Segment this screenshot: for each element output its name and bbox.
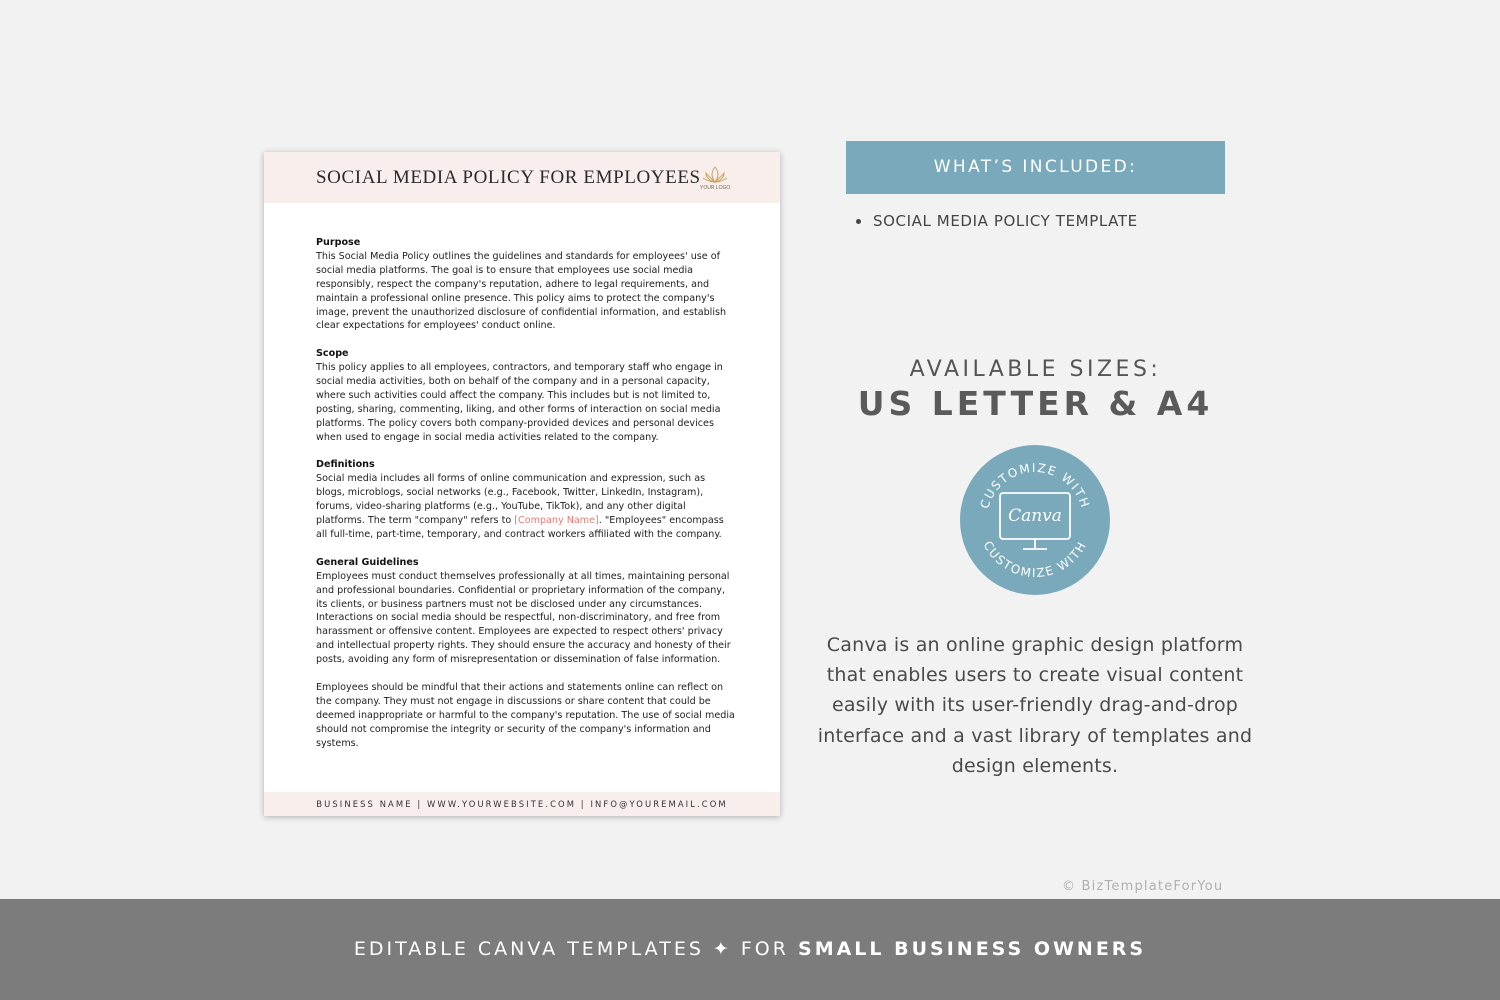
purpose-heading: Purpose <box>316 237 361 248</box>
document-preview <box>264 152 780 816</box>
badge-ring-text-top: CUSTOMIZE WITH <box>977 460 1093 511</box>
canva-description: Canva is an online graphic design platform that enables users to create visual content easily with its user-friendly drag-and-drop interface and a vast library of templates and design elements. <box>817 634 1253 777</box>
scope-text: This policy applies to all employees, contractors, and temporary staff who engage in social media activities, both on behalf of the company and in a personal capacity, where such activities could affect the company. This includes but is not limited to, posting, sharing, commenting, liking, and other forms of interaction on social media platforms. The policy covers both company-provided devices and personal devices when used to engage in social media activities related to the company. <box>316 362 723 443</box>
tagline-bold: SMALL BUSINESS OWNERS <box>798 938 1147 960</box>
scope-heading: Scope <box>316 348 349 360</box>
document-title: SOCIAL MEDIA POLICY FOR EMPLOYEES <box>316 167 701 188</box>
whats-included-banner: WHAT’S INCLUDED: <box>846 141 1225 194</box>
tagline-prefix: EDITABLE CANVA TEMPLATES ✦ FOR <box>353 938 799 960</box>
lotus-logo-icon <box>700 164 730 194</box>
copyright-text: © BizTemplateForYou <box>1062 879 1224 894</box>
badge-ring-text-bottom: CUSTOMIZE WITH <box>980 538 1090 581</box>
bullet-icon <box>856 219 861 224</box>
document-header <box>264 152 780 203</box>
included-item <box>856 210 1138 232</box>
available-sizes-value: US LETTER & A4 <box>857 384 1214 423</box>
tagline <box>0 899 1500 1000</box>
available-sizes-label: AVAILABLE SIZES: <box>909 357 1162 382</box>
definitions-text-part1: Social media includes all forms of online communication and expression, such as blogs, microblogs, social networks (e.g., Facebook, Twitter, LinkedIn, Instagram), forums, video-sharing platforms (e.g., YouTube, TikTok), and any other digital platforms. The term "company" refers to <box>316 473 706 527</box>
purpose-text: This Social Media Policy outlines the guidelines and standards for employees' use of social media platforms. The goal is to ensure that employees use social media responsibly, respect the company's reputation, adhere to legal requirements, and maintain a professional online presence. This policy aims to protect the company's image, prevent the unauthorized disclosure of confidential information, and establish clear expectations for employees' conduct online. <box>316 250 727 332</box>
definitions-text <box>316 472 736 542</box>
logo-text: YOUR LOGO <box>700 185 731 191</box>
document-footer: BUSINESS NAME | WWW.YOURWEBSITE.COM | INFO@YOUREMAIL.COM <box>264 792 780 816</box>
general-guidelines-text-2: Employees should be mindful that their actions and statements online can reflect on the company. They must not engage in discussions or share content that could be deemed inappropriate or harmful to the company's reputation. The use of social media should not compromise the integrity or security of the company's information and systems. <box>316 681 735 749</box>
document-body <box>316 236 736 764</box>
included-list <box>856 210 1138 232</box>
general-guidelines-heading: General Guidelines <box>316 556 419 568</box>
canva-wordmark: Canva <box>1008 506 1062 526</box>
company-name-placeholder: [Company Name] <box>514 515 599 527</box>
included-item-label: SOCIAL MEDIA POLICY TEMPLATE <box>873 212 1138 230</box>
customize-with-canva-badge <box>960 445 1110 595</box>
bottom-banner <box>0 899 1500 1000</box>
definitions-heading: Definitions <box>316 459 375 471</box>
definitions-text-part2: . "Employees" encompass all full-time, part-time, temporary, and contract workers affiliated with the company. <box>316 515 724 540</box>
general-guidelines-text: Employees must conduct themselves professionally at all times, maintaining personal and professional boundaries. Confidential or proprietary information of the company, its clients, or business partners must not be disclosed under any circumstances. Interactions on social media should be respectful, non-discriminatory, and free from harassment or offensive content. Employees are expected to respect others' privacy and intellectual property rights. They should ensure the accuracy and honesty of their posts, avoiding any form of misrepresentation or dissemination of false information. <box>316 570 731 666</box>
